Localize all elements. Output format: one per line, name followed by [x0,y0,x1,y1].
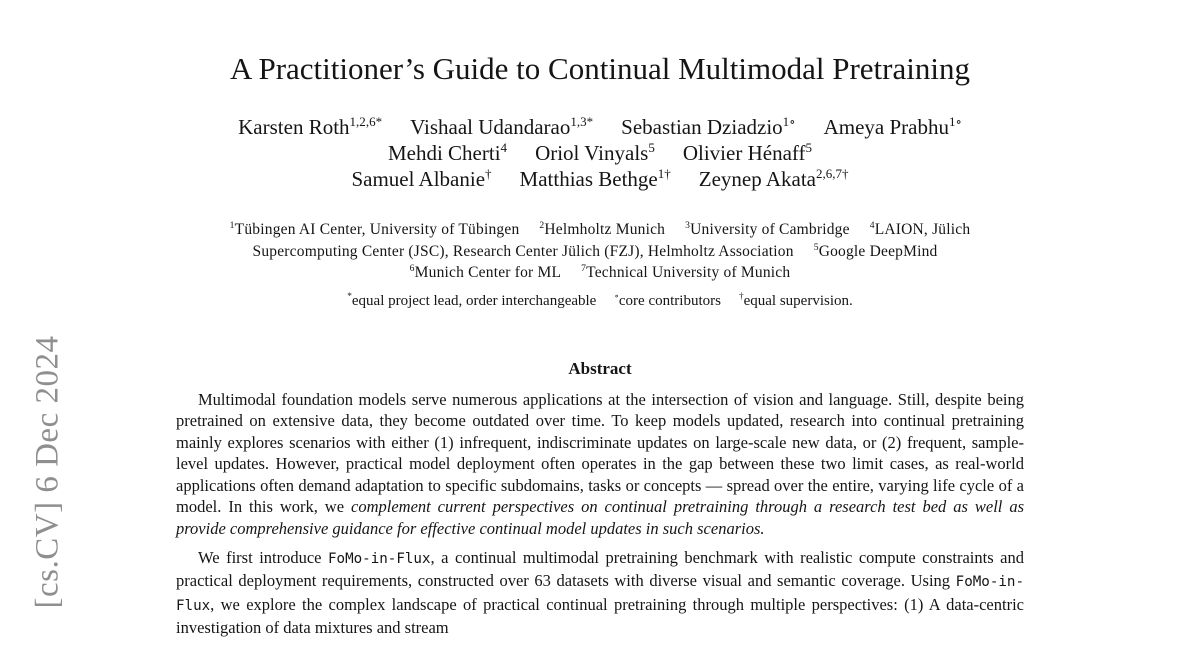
affiliation-text: Helmholtz Munich [544,221,666,238]
affiliation-text: University of Cambridge [690,221,850,238]
author [683,141,812,165]
author-affiliation-marker: 1,2,6* [349,114,383,129]
affiliation [870,221,971,238]
author-name: Zeynep Akata [698,167,816,191]
footnote-marker: * [347,291,352,302]
abstract-text: We first introduce [198,547,329,567]
author [351,167,491,191]
author-name: Samuel Albanie [351,167,486,191]
author-block [0,114,1200,192]
affiliation-marker: 4 [869,219,875,231]
affiliation [539,221,665,238]
author [699,167,849,191]
author-name: Olivier Hénaff [682,141,806,165]
author-name: Vishaal Udandarao [410,115,571,139]
footnote-marker: ∘ [614,291,619,302]
footnote [347,293,596,309]
author-affiliation-marker: 5 [648,140,655,155]
affiliation-text: LAION, Jülich [874,221,971,238]
benchmark-name: FoMo-in-Flux [176,574,1024,614]
abstract-emphasis-text: complement current perspectives on continual pretraining through a research test bed as well as provide comprehensive guidance for effective continual model updates in such scenarios. [176,497,1024,539]
author-affiliation-marker: 5 [805,140,813,155]
author-name: Sebastian Dziadzio [621,115,783,139]
paper-title: A Practitioner’s Guide to Continual Multimodal Pretraining [230,51,970,86]
affiliation [230,221,520,238]
benchmark-name: FoMo-in-Flux [328,550,431,567]
author-line-1 [0,114,1200,140]
affiliation-text: Tübingen AI Center, University of Tübingen [234,221,520,238]
affiliation-text: Munich Center for ML [414,264,562,281]
affiliation-marker: 6 [409,262,415,274]
author-line-2 [0,140,1200,166]
affiliation-line-1 [0,219,1200,241]
contribution-footnotes [0,292,1200,310]
author [824,115,962,139]
author-affiliation-marker: 4 [500,140,508,155]
author-name: Karsten Roth [238,115,350,139]
affiliation-text: Google DeepMind [818,242,938,260]
abstract-text: Multimodal foundation models serve numerous applications at the intersection of vision and language. Still, despite being pretrained on extensive data, they become outdated over time. To keep models updated, research into continual pretraining mainly explores scenarios with either (1) infrequent, indiscriminate updates on large-scale new data, or (2) frequent, sample-level updates. However, practical model deployment often operates in the gap between these two limit cases, as real-world applications often demand adaptation to specific subdomains, tasks or concepts — spread over the entire, varying life cycle of a model. In this work, we [176,389,1024,517]
affiliation-marker: 7 [581,262,587,274]
author [535,141,655,165]
affiliation-block [0,219,1200,284]
author [621,115,795,139]
arxiv-watermark: [cs.CV] 6 Dec 2024 [29,335,66,609]
affiliation-marker: 5 [813,241,819,253]
author-line-3 [0,166,1200,192]
author-affiliation-marker: † [485,166,492,181]
affiliation-line-3 [0,262,1200,284]
affiliation-text: Technical University of Munich [586,264,791,281]
abstract-text: , we explore the complex landscape of practical continual pretraining through multiple perspectives: (1) A data-centric investigation of data mixtures and stream [176,594,1024,638]
abstract-paragraph-1 [176,389,1024,540]
author-affiliation-marker: 2,6,7† [815,166,849,181]
affiliation-marker: 2 [539,219,545,231]
author-name: Ameya Prabhu [823,115,949,139]
abstract-text: , a continual multimodal pretraining benchmark with realistic compute constraints and practical deployment requirements, constructed over 63 datasets with diverse visual and semantic coverage. Using [176,547,1024,591]
abstract-paragraph-2 [176,547,1024,639]
affiliation [410,264,561,281]
author-affiliation-marker: 1† [657,166,671,181]
author-affiliation-marker: 1,3* [570,114,594,129]
footnote-text: equal supervision. [743,292,853,309]
footnote [614,293,721,309]
abstract-body [176,389,1024,640]
footnote-marker: † [738,291,744,302]
author-affiliation-marker: 1∘ [782,114,796,129]
affiliation [252,242,794,260]
abstract-heading: Abstract [568,358,632,378]
author-name: Oriol Vinyals [535,141,649,165]
affiliation-marker: 3 [685,219,691,231]
author [410,115,593,139]
affiliation [685,221,850,238]
footnote [739,293,853,309]
footnote-text: equal project lead, order interchangeable [351,292,597,309]
author [238,115,382,139]
author-affiliation-marker: 1∘ [948,114,962,129]
author [388,141,507,165]
affiliation [581,264,790,281]
affiliation [814,243,938,260]
author-name: Matthias Bethge [519,167,658,191]
author-name: Mehdi Cherti [387,141,501,165]
affiliation-marker: 1 [229,219,235,231]
author [520,167,671,191]
affiliation-line-2 [0,241,1200,263]
affiliation-text: Supercomputing Center (JSC), Research Center Jülich (FZJ), Helmholtz Association [252,242,794,260]
footnote-text: core contributors [618,292,721,309]
